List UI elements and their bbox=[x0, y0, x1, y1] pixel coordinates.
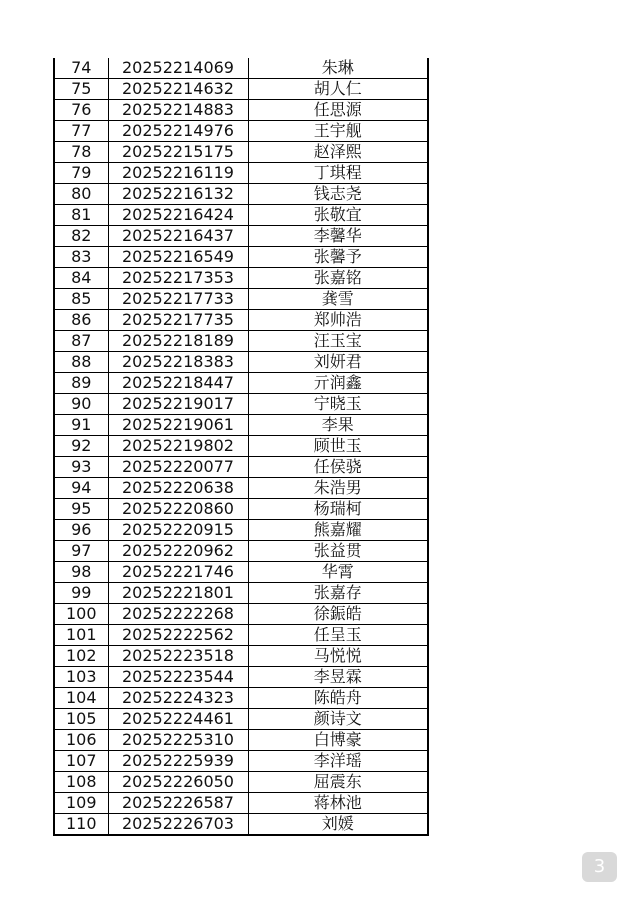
table-row bbox=[54, 478, 428, 499]
student-id-cell: 20252216132 bbox=[108, 184, 248, 205]
student-id-cell: 20252226050 bbox=[108, 772, 248, 793]
row-number-cell: 95 bbox=[54, 499, 108, 520]
table-row bbox=[54, 394, 428, 415]
table-row bbox=[54, 520, 428, 541]
student-name-cell: 白博豪 bbox=[248, 730, 428, 751]
roster-table bbox=[53, 58, 429, 836]
table-row bbox=[54, 163, 428, 184]
table-row bbox=[54, 751, 428, 772]
row-number-cell: 103 bbox=[54, 667, 108, 688]
student-name-cell: 徐鋠皓 bbox=[248, 604, 428, 625]
table-row bbox=[54, 730, 428, 751]
table-row bbox=[54, 289, 428, 310]
student-id-cell: 20252219802 bbox=[108, 436, 248, 457]
student-id-cell: 20252215175 bbox=[108, 142, 248, 163]
roster-body bbox=[54, 58, 428, 835]
student-id-cell: 20252221746 bbox=[108, 562, 248, 583]
student-name-cell: 王宇舰 bbox=[248, 121, 428, 142]
student-id-cell: 20252223518 bbox=[108, 646, 248, 667]
student-name-cell: 陈皓舟 bbox=[248, 688, 428, 709]
table-row bbox=[54, 793, 428, 814]
student-id-cell: 20252222562 bbox=[108, 625, 248, 646]
student-name-cell: 郑帅浩 bbox=[248, 310, 428, 331]
row-number-cell: 94 bbox=[54, 478, 108, 499]
table-row bbox=[54, 331, 428, 352]
row-number-cell: 80 bbox=[54, 184, 108, 205]
student-name-cell: 任思源 bbox=[248, 100, 428, 121]
table-row bbox=[54, 268, 428, 289]
student-name-cell: 朱浩男 bbox=[248, 478, 428, 499]
student-id-cell: 20252220915 bbox=[108, 520, 248, 541]
student-id-cell: 20252218447 bbox=[108, 373, 248, 394]
student-id-cell: 20252214976 bbox=[108, 121, 248, 142]
row-number-cell: 79 bbox=[54, 163, 108, 184]
table-row bbox=[54, 373, 428, 394]
table-row bbox=[54, 247, 428, 268]
row-number-cell: 101 bbox=[54, 625, 108, 646]
student-name-cell: 宁晓玉 bbox=[248, 394, 428, 415]
row-number-cell: 98 bbox=[54, 562, 108, 583]
student-name-cell: 马悦悦 bbox=[248, 646, 428, 667]
student-id-cell: 20252219017 bbox=[108, 394, 248, 415]
student-id-cell: 20252220638 bbox=[108, 478, 248, 499]
row-number-cell: 78 bbox=[54, 142, 108, 163]
student-id-cell: 20252224323 bbox=[108, 688, 248, 709]
student-name-cell: 胡人仁 bbox=[248, 79, 428, 100]
student-id-cell: 20252220077 bbox=[108, 457, 248, 478]
student-id-cell: 20252218383 bbox=[108, 352, 248, 373]
row-number-cell: 96 bbox=[54, 520, 108, 541]
table-row bbox=[54, 583, 428, 604]
row-number-cell: 105 bbox=[54, 709, 108, 730]
row-number-cell: 85 bbox=[54, 289, 108, 310]
table-row bbox=[54, 562, 428, 583]
student-id-cell: 20252221801 bbox=[108, 583, 248, 604]
table-row bbox=[54, 58, 428, 79]
student-id-cell: 20252214069 bbox=[108, 58, 248, 79]
table-row bbox=[54, 121, 428, 142]
row-number-cell: 107 bbox=[54, 751, 108, 772]
student-id-cell: 20252216119 bbox=[108, 163, 248, 184]
student-name-cell: 屈震东 bbox=[248, 772, 428, 793]
row-number-cell: 81 bbox=[54, 205, 108, 226]
table-row bbox=[54, 667, 428, 688]
student-id-cell: 20252219061 bbox=[108, 415, 248, 436]
student-name-cell: 颜诗文 bbox=[248, 709, 428, 730]
page-number-badge: 3 bbox=[582, 852, 617, 882]
table-row bbox=[54, 310, 428, 331]
table-row bbox=[54, 352, 428, 373]
row-number-cell: 102 bbox=[54, 646, 108, 667]
table-row bbox=[54, 499, 428, 520]
student-name-cell: 李馨华 bbox=[248, 226, 428, 247]
table-row bbox=[54, 226, 428, 247]
student-name-cell: 丁琪程 bbox=[248, 163, 428, 184]
student-name-cell: 李果 bbox=[248, 415, 428, 436]
row-number-cell: 99 bbox=[54, 583, 108, 604]
student-id-cell: 20252225310 bbox=[108, 730, 248, 751]
student-name-cell: 张馨予 bbox=[248, 247, 428, 268]
table-row bbox=[54, 457, 428, 478]
table-row bbox=[54, 436, 428, 457]
table-row bbox=[54, 142, 428, 163]
student-name-cell: 张益贯 bbox=[248, 541, 428, 562]
table-row bbox=[54, 541, 428, 562]
student-id-cell: 20252226587 bbox=[108, 793, 248, 814]
student-name-cell: 李昱霖 bbox=[248, 667, 428, 688]
student-name-cell: 亓润鑫 bbox=[248, 373, 428, 394]
student-id-cell: 20252225939 bbox=[108, 751, 248, 772]
student-id-cell: 20252226703 bbox=[108, 814, 248, 836]
student-name-cell: 钱志尧 bbox=[248, 184, 428, 205]
student-id-cell: 20252220962 bbox=[108, 541, 248, 562]
row-number-cell: 97 bbox=[54, 541, 108, 562]
student-id-cell: 20252217353 bbox=[108, 268, 248, 289]
row-number-cell: 106 bbox=[54, 730, 108, 751]
row-number-cell: 86 bbox=[54, 310, 108, 331]
row-number-cell: 109 bbox=[54, 793, 108, 814]
student-id-cell: 20252224461 bbox=[108, 709, 248, 730]
student-id-cell: 20252223544 bbox=[108, 667, 248, 688]
student-name-cell: 龚雪 bbox=[248, 289, 428, 310]
table-row bbox=[54, 184, 428, 205]
row-number-cell: 87 bbox=[54, 331, 108, 352]
table-row bbox=[54, 625, 428, 646]
table-row bbox=[54, 646, 428, 667]
row-number-cell: 76 bbox=[54, 100, 108, 121]
student-name-cell: 华霄 bbox=[248, 562, 428, 583]
row-number-cell: 92 bbox=[54, 436, 108, 457]
table-row bbox=[54, 100, 428, 121]
student-id-cell: 20252218189 bbox=[108, 331, 248, 352]
table-row bbox=[54, 709, 428, 730]
table-row bbox=[54, 814, 428, 836]
row-number-cell: 82 bbox=[54, 226, 108, 247]
student-id-cell: 20252214883 bbox=[108, 100, 248, 121]
student-id-cell: 20252217733 bbox=[108, 289, 248, 310]
student-name-cell: 朱琳 bbox=[248, 58, 428, 79]
student-name-cell: 熊嘉耀 bbox=[248, 520, 428, 541]
student-name-cell: 蒋林池 bbox=[248, 793, 428, 814]
student-name-cell: 李洋瑶 bbox=[248, 751, 428, 772]
student-name-cell: 赵泽熙 bbox=[248, 142, 428, 163]
student-id-cell: 20252216424 bbox=[108, 205, 248, 226]
student-name-cell: 张嘉铭 bbox=[248, 268, 428, 289]
student-id-cell: 20252220860 bbox=[108, 499, 248, 520]
student-name-cell: 杨瑞柯 bbox=[248, 499, 428, 520]
table-row bbox=[54, 205, 428, 226]
student-name-cell: 任侯骁 bbox=[248, 457, 428, 478]
student-id-cell: 20252222268 bbox=[108, 604, 248, 625]
row-number-cell: 90 bbox=[54, 394, 108, 415]
row-number-cell: 75 bbox=[54, 79, 108, 100]
student-name-cell: 刘妍君 bbox=[248, 352, 428, 373]
student-id-cell: 20252216437 bbox=[108, 226, 248, 247]
student-name-cell: 顾世玉 bbox=[248, 436, 428, 457]
student-id-cell: 20252216549 bbox=[108, 247, 248, 268]
student-name-cell: 张嘉存 bbox=[248, 583, 428, 604]
student-name-cell: 张敬宜 bbox=[248, 205, 428, 226]
table-row bbox=[54, 79, 428, 100]
student-id-cell: 20252214632 bbox=[108, 79, 248, 100]
row-number-cell: 88 bbox=[54, 352, 108, 373]
student-name-cell: 汪玉宝 bbox=[248, 331, 428, 352]
student-name-cell: 任呈玉 bbox=[248, 625, 428, 646]
row-number-cell: 104 bbox=[54, 688, 108, 709]
row-number-cell: 89 bbox=[54, 373, 108, 394]
row-number-cell: 74 bbox=[71, 58, 92, 77]
table-row bbox=[54, 604, 428, 625]
row-number-cell: 110 bbox=[54, 814, 108, 836]
student-id-cell: 20252217735 bbox=[108, 310, 248, 331]
row-number-cell: 93 bbox=[54, 457, 108, 478]
row-number-cell: 84 bbox=[54, 268, 108, 289]
row-number-cell: 77 bbox=[54, 121, 108, 142]
table-row bbox=[54, 688, 428, 709]
row-number-cell: 83 bbox=[54, 247, 108, 268]
student-name-cell: 刘媛 bbox=[248, 814, 428, 836]
row-number-cell: 91 bbox=[54, 415, 108, 436]
row-number-cell: 100 bbox=[54, 604, 108, 625]
table-row bbox=[54, 415, 428, 436]
table-row bbox=[54, 772, 428, 793]
row-number-cell: 108 bbox=[54, 772, 108, 793]
